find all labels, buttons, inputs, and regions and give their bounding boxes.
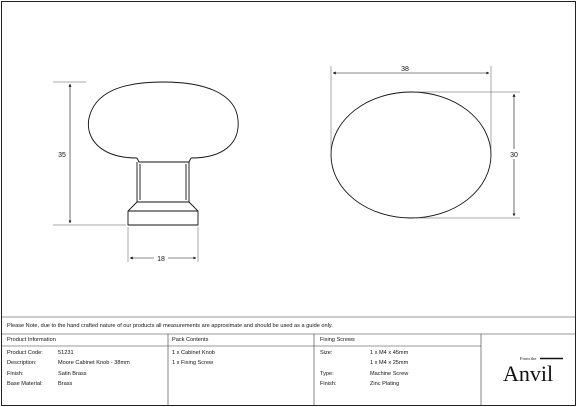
dim-height-label: 35 bbox=[58, 152, 66, 159]
dim-stem-label: 18 bbox=[157, 256, 165, 263]
product-code-label: Product Code: bbox=[7, 350, 43, 356]
screw-size-2: 1 x M4 x 25mm bbox=[370, 360, 409, 366]
screw-finish-label: Finish: bbox=[320, 381, 337, 387]
logo-tagline: From the bbox=[520, 356, 537, 361]
base-material-label: Base Material: bbox=[7, 381, 43, 387]
screw-type-label: Type: bbox=[320, 371, 334, 377]
description-label: Description: bbox=[7, 360, 37, 366]
pack-contents-heading: Pack Contents bbox=[172, 337, 209, 343]
product-code-value: 51231 bbox=[58, 350, 74, 356]
finish-label: Finish: bbox=[7, 371, 24, 377]
finish-value: Satin Brass bbox=[58, 371, 87, 377]
screw-finish-value: Zinc Plating bbox=[370, 381, 400, 387]
description-value: Moore Cabinet Knob - 38mm bbox=[58, 360, 130, 366]
base-material-value: Brass bbox=[58, 381, 73, 387]
fixing-screws-heading: Fixing Screws bbox=[320, 337, 355, 343]
dim-width-label: 38 bbox=[401, 66, 409, 73]
screw-type-value: Machine Screw bbox=[370, 371, 409, 377]
screw-size-label: Size: bbox=[320, 350, 333, 356]
pack-item-screw: 1 x Fixing Screw bbox=[172, 360, 214, 366]
screw-size-1: 1 x M4 x 45mm bbox=[370, 350, 409, 356]
pack-item-knob: 1 x Cabinet Knob bbox=[172, 350, 215, 356]
disclaimer-note: Please Note, due to the hand crafted nature of our products all measurements are approximate and should be used as a guide only. bbox=[7, 323, 333, 329]
logo-brand: Anvil bbox=[502, 361, 554, 386]
product-info-heading: Product Information bbox=[7, 337, 56, 343]
dim-depth-label: 30 bbox=[510, 152, 518, 159]
